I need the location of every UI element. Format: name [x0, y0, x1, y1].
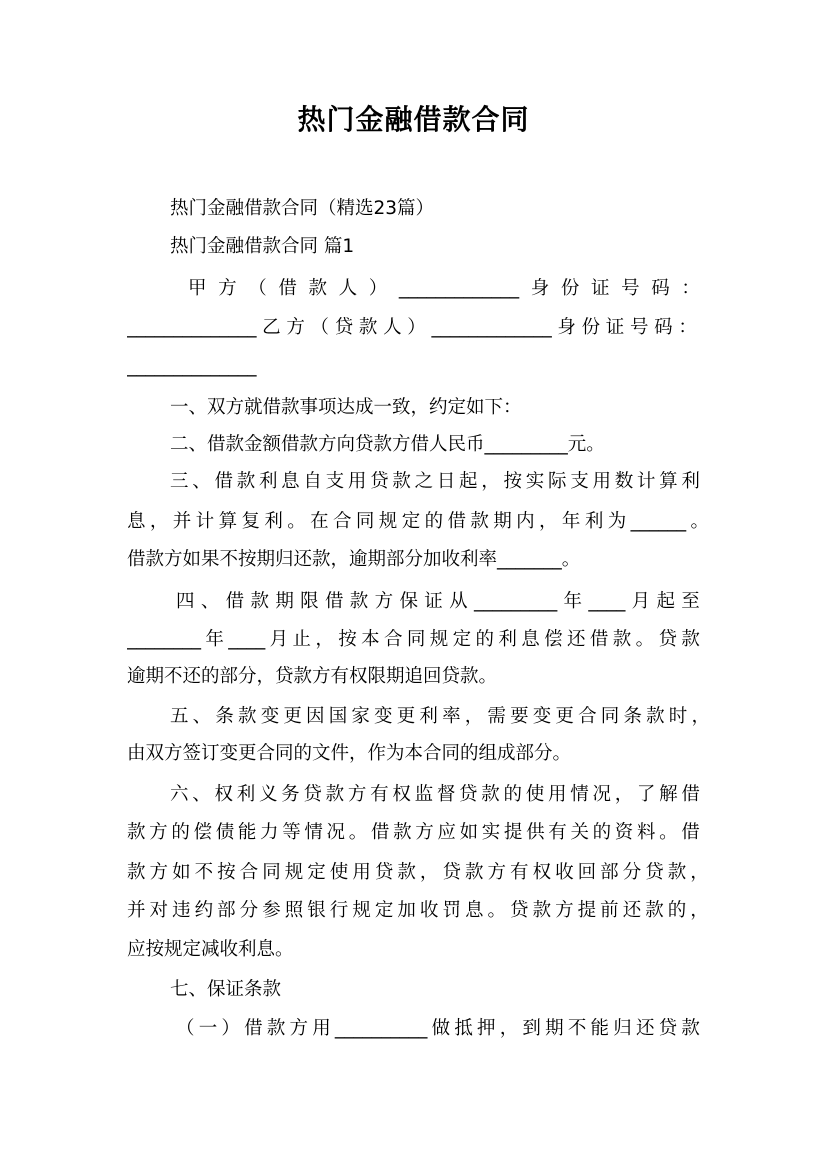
doc-glyph: 还: [566, 629, 586, 650]
doc-glyph: 。: [690, 511, 709, 532]
doc-glyph: 方: [415, 822, 434, 843]
doc-glyph: 息: [281, 471, 300, 492]
doc-glyph: 定: [401, 511, 421, 532]
doc-glyph: 止: [292, 629, 311, 650]
doc-glyph: 借: [447, 511, 466, 532]
doc-line-clause-5a: [170, 700, 710, 734]
doc-glyph: 、: [200, 591, 220, 612]
doc-glyph: 日: [436, 471, 456, 492]
doc-glyph: 款: [236, 471, 256, 492]
doc-glyph: 证: [605, 317, 625, 338]
doc-glyph: ，: [481, 471, 500, 492]
doc-glyph: 提: [577, 900, 597, 921]
doc-glyph: 能: [590, 1018, 610, 1039]
doc-glyph: 份: [560, 278, 580, 299]
doc-glyph: 利: [584, 511, 604, 532]
doc-glyph: 贷: [645, 862, 664, 883]
doc-glyph: 用: [347, 471, 367, 492]
doc-glyph: 号: [621, 278, 640, 299]
doc-glyph: ，: [315, 629, 334, 650]
doc-glyph: ，: [539, 511, 558, 532]
doc-glyph: 规: [429, 629, 449, 650]
doc-glyph: 解: [659, 784, 678, 805]
doc-glyph: 行: [329, 900, 349, 921]
doc-line-clause-4b: [127, 623, 700, 657]
doc-glyph: 年: [563, 591, 583, 612]
doc-glyph: 贷: [510, 900, 529, 921]
doc-glyph: （: [310, 317, 330, 338]
doc-glyph: 份: [581, 317, 601, 338]
doc-glyph: 了: [636, 784, 656, 805]
doc-glyph: 定: [374, 900, 394, 921]
doc-line-clause-6c: [127, 856, 709, 890]
doc-glyph: 至: [681, 591, 700, 612]
doc-glyph: 监: [414, 784, 434, 805]
doc-glyph: 款: [464, 862, 484, 883]
doc-glyph: 同: [406, 629, 426, 650]
doc-glyph: ）: [368, 278, 388, 299]
doc-line-clause-6e: 应按规定减收利息。: [127, 939, 294, 960]
doc-line-clause-1: 一、双方就借款事项达成一致，约定如下：: [170, 397, 522, 418]
doc-glyph: 款: [266, 1018, 286, 1039]
doc-glyph: 如: [459, 822, 479, 843]
doc-glyph: 用: [352, 862, 371, 883]
doc-glyph: 息: [127, 511, 146, 532]
doc-glyph: （: [248, 278, 267, 299]
doc-glyph: 方: [374, 591, 394, 612]
doc-glyph: 更: [396, 706, 416, 727]
doc-glyph: 参: [262, 900, 281, 921]
doc-glyph: 款: [645, 900, 664, 921]
doc-glyph: ，: [690, 900, 709, 921]
doc-glyph: 自: [303, 471, 322, 492]
doc-glyph: 权: [392, 784, 411, 805]
doc-glyph: 贷: [303, 784, 322, 805]
doc-glyph: 用: [312, 1018, 331, 1039]
doc-glyph: ，: [690, 862, 709, 883]
doc-glyph: 款: [681, 1018, 700, 1039]
doc-line-clause-4c: 逾期不还的部分，贷款方有权限期追回贷款。: [127, 666, 498, 687]
doc-glyph: 部: [217, 900, 236, 921]
doc-glyph: 同: [600, 706, 620, 727]
doc-glyph: 乙: [262, 317, 281, 338]
doc-glyph: 权: [532, 862, 552, 883]
doc-glyph: 支: [325, 471, 345, 492]
doc-glyph: 因: [306, 706, 325, 727]
doc-glyph: 借: [324, 591, 344, 612]
doc-glyph: 需: [487, 706, 506, 727]
doc-glyph: 之: [414, 471, 434, 492]
fill-in-blank: _________: [473, 591, 558, 612]
doc-glyph: 证: [590, 278, 610, 299]
doc-glyph: 约: [194, 900, 214, 921]
doc-glyph: 方: [149, 862, 169, 883]
doc-glyph: 归: [613, 1018, 632, 1039]
fill-in-blank: ____: [588, 591, 626, 612]
doc-glyph: 按: [217, 862, 236, 883]
doc-glyph: 如: [172, 862, 191, 883]
doc-glyph: 的: [503, 784, 523, 805]
doc-glyph: 人: [338, 278, 358, 299]
doc-glyph: 息: [464, 900, 484, 921]
doc-glyph: 贷: [334, 317, 354, 338]
doc-glyph: 定: [452, 629, 472, 650]
doc-glyph: 五: [170, 706, 189, 727]
doc-glyph: 不: [194, 862, 214, 883]
doc-glyph: 年: [205, 629, 224, 650]
doc-glyph: 并: [172, 511, 192, 532]
doc-glyph: ，: [691, 706, 710, 727]
doc-glyph: 还: [622, 900, 642, 921]
doc-glyph: 款: [612, 629, 632, 650]
doc-line-clause-6a: [170, 778, 700, 812]
doc-glyph: 贷: [658, 629, 677, 650]
doc-glyph: 、: [192, 471, 211, 492]
doc-glyph: 时: [668, 706, 688, 727]
doc-glyph: 月: [631, 591, 651, 612]
doc-glyph: 况: [326, 822, 346, 843]
doc-glyph: （: [176, 1018, 195, 1039]
doc-glyph: 能: [237, 822, 257, 843]
doc-glyph: 六: [170, 784, 189, 805]
doc-glyph: 款: [308, 278, 328, 299]
doc-glyph: 定: [307, 862, 326, 883]
doc-glyph: 务: [281, 784, 300, 805]
doc-glyph: 保: [399, 591, 418, 612]
doc-glyph: 前: [600, 900, 619, 921]
doc-glyph: 的: [667, 900, 687, 921]
doc-glyph: 利: [258, 471, 278, 492]
doc-glyph: 变: [260, 706, 280, 727]
doc-glyph: 按: [338, 629, 357, 650]
doc-glyph: 贷: [374, 862, 394, 883]
doc-glyph: 借: [681, 784, 700, 805]
fill-in-blank: ____: [228, 629, 266, 650]
doc-glyph: 算: [659, 471, 678, 492]
doc-glyph: 方: [487, 862, 507, 883]
doc-glyph: ）: [221, 1018, 240, 1039]
doc-line-clause-7: 七、保证条款: [170, 979, 282, 1000]
doc-glyph: 、: [192, 706, 212, 727]
doc-glyph: 规: [284, 862, 304, 883]
doc-glyph: 。: [635, 629, 655, 650]
doc-line-section-heading: 热门金融借款合同 篇1: [170, 236, 355, 257]
doc-glyph: 、: [192, 784, 211, 805]
doc-glyph: 使: [329, 862, 349, 883]
doc-glyph: 资: [614, 822, 634, 843]
doc-glyph: ，: [149, 511, 169, 532]
doc-line-clause-3a: [170, 465, 700, 499]
doc-glyph: 要: [510, 706, 529, 727]
doc-glyph: 计: [195, 511, 215, 532]
doc-glyph: 银: [307, 900, 326, 921]
doc-glyph: 不: [567, 1018, 587, 1039]
doc-glyph: 条: [623, 706, 642, 727]
doc-glyph: 期: [493, 511, 512, 532]
doc-glyph: 支: [570, 471, 589, 492]
doc-glyph: 变: [532, 706, 552, 727]
doc-line-id-blank: ______________: [127, 356, 257, 377]
doc-glyph: 国: [328, 706, 348, 727]
doc-glyph: 款: [238, 706, 257, 727]
doc-line-clause-6b: [127, 816, 700, 850]
doc-glyph: 款: [470, 511, 489, 532]
doc-glyph: ，: [464, 706, 484, 727]
doc-glyph: 变: [374, 706, 393, 727]
doc-glyph: 规: [352, 900, 371, 921]
doc-glyph: ）: [407, 317, 426, 338]
doc-line-subtitle: 热门金融借款合同（精选23篇）: [170, 198, 435, 219]
doc-line-clause-7-1: [176, 1012, 700, 1046]
doc-glyph: 款: [532, 900, 552, 921]
doc-glyph: 贷: [658, 1018, 678, 1039]
fill-in-blank: _____________: [431, 317, 552, 338]
doc-glyph: 更: [283, 706, 302, 727]
doc-glyph: 对: [149, 900, 169, 921]
doc-glyph: 起: [459, 471, 478, 492]
doc-glyph: 款: [127, 822, 146, 843]
doc-glyph: 。: [348, 822, 368, 843]
doc-glyph: 款: [667, 862, 687, 883]
doc-glyph: 等: [282, 822, 301, 843]
fill-in-blank: ______: [630, 511, 687, 532]
doc-line-party-b: [127, 311, 697, 345]
doc-glyph: 实: [481, 822, 501, 843]
doc-glyph: 款: [250, 591, 269, 612]
doc-glyph: 合: [578, 706, 597, 727]
doc-glyph: 四: [176, 591, 195, 612]
doc-glyph: 本: [361, 629, 380, 650]
doc-glyph: 利: [419, 706, 438, 727]
fill-in-blank: _____________: [398, 278, 520, 299]
doc-glyph: 复: [241, 511, 260, 532]
doc-glyph: 权: [214, 784, 233, 805]
doc-glyph: 偿: [193, 822, 213, 843]
doc-glyph: 款: [481, 784, 500, 805]
document-title: 热门金融借款合同: [297, 103, 530, 136]
doc-glyph: 规: [378, 511, 398, 532]
doc-glyph: 借: [225, 591, 245, 612]
doc-glyph: 债: [215, 822, 235, 843]
doc-glyph: 内: [516, 511, 535, 532]
doc-glyph: 有: [548, 822, 567, 843]
doc-glyph: 利: [498, 629, 517, 650]
doc-line-clause-3b: [127, 505, 709, 539]
doc-glyph: 方: [149, 822, 168, 843]
doc-glyph: 偿: [544, 629, 563, 650]
doc-glyph: 同: [355, 511, 375, 532]
doc-line-party-a: [188, 272, 700, 306]
doc-glyph: 期: [545, 1018, 564, 1039]
doc-glyph: 际: [547, 471, 567, 492]
doc-glyph: 供: [526, 822, 545, 843]
fill-in-blank: ______________: [127, 317, 257, 338]
doc-glyph: 年: [561, 511, 581, 532]
doc-glyph: 贷: [459, 784, 478, 805]
doc-line-clause-2: 二、借款金额借款方向贷款方借人民币_________元。: [170, 434, 605, 455]
doc-glyph: 起: [656, 591, 675, 612]
doc-glyph: 数: [614, 471, 634, 492]
doc-glyph: ：: [681, 278, 700, 299]
doc-glyph: 的: [592, 822, 612, 843]
doc-glyph: 借: [681, 822, 700, 843]
doc-glyph: 同: [262, 862, 281, 883]
doc-glyph: 率: [442, 706, 461, 727]
doc-glyph: 息: [521, 629, 540, 650]
doc-glyph: 有: [510, 862, 529, 883]
doc-glyph: 为: [607, 511, 627, 532]
doc-glyph: 月: [269, 629, 289, 650]
doc-glyph: 在: [310, 511, 329, 532]
doc-glyph: 的: [424, 511, 444, 532]
doc-glyph: 分: [622, 862, 642, 883]
doc-glyph: ：: [678, 317, 697, 338]
doc-glyph: 贷: [442, 862, 461, 883]
doc-glyph: 情: [304, 822, 323, 843]
doc-glyph: 方: [347, 784, 367, 805]
doc-glyph: 款: [681, 629, 700, 650]
doc-glyph: 码: [654, 317, 673, 338]
doc-glyph: 料: [636, 822, 656, 843]
doc-glyph: 码: [651, 278, 670, 299]
doc-glyph: ，: [614, 784, 634, 805]
doc-glyph: 利: [236, 784, 256, 805]
doc-glyph: 借: [278, 278, 297, 299]
doc-glyph: 实: [525, 471, 545, 492]
doc-glyph: 合: [239, 862, 259, 883]
doc-glyph: 借: [214, 471, 233, 492]
doc-glyph: 。: [659, 822, 678, 843]
doc-glyph: 款: [349, 591, 369, 612]
doc-glyph: 合: [383, 629, 403, 650]
doc-glyph: 从: [449, 591, 468, 612]
doc-glyph: 款: [392, 471, 411, 492]
doc-glyph: 分: [239, 900, 259, 921]
doc-glyph: 款: [646, 706, 665, 727]
doc-glyph: 方: [286, 317, 305, 338]
doc-glyph: 。: [487, 900, 507, 921]
doc-glyph: 期: [275, 591, 294, 612]
doc-glyph: ，: [499, 1018, 519, 1039]
doc-glyph: 使: [525, 784, 545, 805]
doc-glyph: 身: [557, 317, 576, 338]
doc-glyph: 借: [589, 629, 609, 650]
doc-glyph: 应: [437, 822, 456, 843]
doc-glyph: 况: [592, 784, 611, 805]
doc-glyph: 限: [300, 591, 319, 612]
doc-glyph: 更: [555, 706, 574, 727]
doc-glyph: 条: [215, 706, 234, 727]
doc-glyph: 的: [475, 629, 494, 650]
doc-glyph: 力: [260, 822, 279, 843]
doc-glyph: 款: [127, 862, 146, 883]
doc-glyph: 证: [424, 591, 443, 612]
doc-glyph: 押: [477, 1018, 496, 1039]
doc-glyph: 身: [530, 278, 550, 299]
doc-glyph: 收: [419, 900, 439, 921]
doc-glyph: 还: [635, 1018, 655, 1039]
doc-line-clause-3c: 借款方如果不按期归还款，逾期部分加收利率_______。: [127, 549, 581, 570]
doc-glyph: ，: [419, 862, 439, 883]
doc-glyph: 方: [218, 278, 237, 299]
doc-glyph: 照: [284, 900, 304, 921]
doc-glyph: 款: [358, 317, 378, 338]
doc-glyph: 用: [547, 784, 567, 805]
doc-glyph: 人: [383, 317, 402, 338]
fill-in-blank: __________: [334, 1018, 428, 1039]
doc-glyph: 罚: [442, 900, 461, 921]
doc-glyph: 回: [577, 862, 597, 883]
doc-glyph: 并: [127, 900, 146, 921]
doc-glyph: 提: [503, 822, 523, 843]
doc-glyph: 的: [171, 822, 190, 843]
doc-glyph: 甲: [188, 278, 207, 299]
doc-glyph: 方: [555, 900, 574, 921]
doc-glyph: 用: [592, 471, 611, 492]
fill-in-blank: ________: [127, 629, 201, 650]
doc-glyph: 督: [436, 784, 456, 805]
doc-glyph: 部: [600, 862, 619, 883]
doc-line-clause-6d: [127, 894, 709, 928]
doc-glyph: 义: [258, 784, 278, 805]
doc-glyph: 到: [522, 1018, 541, 1039]
doc-glyph: 一: [198, 1018, 218, 1039]
doc-glyph: 抵: [454, 1018, 473, 1039]
doc-glyph: 款: [397, 862, 416, 883]
doc-glyph: 算: [218, 511, 238, 532]
doc-glyph: 利: [681, 471, 700, 492]
doc-glyph: 按: [503, 471, 523, 492]
doc-glyph: 款: [393, 822, 412, 843]
doc-glyph: 方: [289, 1018, 309, 1039]
doc-glyph: 违: [172, 900, 191, 921]
doc-line-clause-4a: [176, 585, 700, 619]
doc-glyph: 合: [333, 511, 352, 532]
doc-glyph: 做: [431, 1018, 451, 1039]
doc-glyph: 计: [636, 471, 656, 492]
doc-glyph: 有: [370, 784, 389, 805]
doc-glyph: 借: [244, 1018, 263, 1039]
doc-glyph: 情: [570, 784, 589, 805]
doc-glyph: 利: [264, 511, 283, 532]
doc-glyph: 。: [287, 511, 306, 532]
doc-glyph: 三: [170, 471, 189, 492]
doc-glyph: 家: [351, 706, 370, 727]
doc-glyph: 款: [325, 784, 345, 805]
doc-glyph: 号: [629, 317, 649, 338]
doc-glyph: 关: [570, 822, 589, 843]
doc-glyph: 借: [370, 822, 390, 843]
doc-line-clause-5b: 由双方签订变更合同的文件，作为本合同的组成部分。: [127, 743, 572, 764]
doc-glyph: 加: [397, 900, 416, 921]
doc-glyph: 收: [555, 862, 574, 883]
doc-glyph: 贷: [370, 471, 389, 492]
